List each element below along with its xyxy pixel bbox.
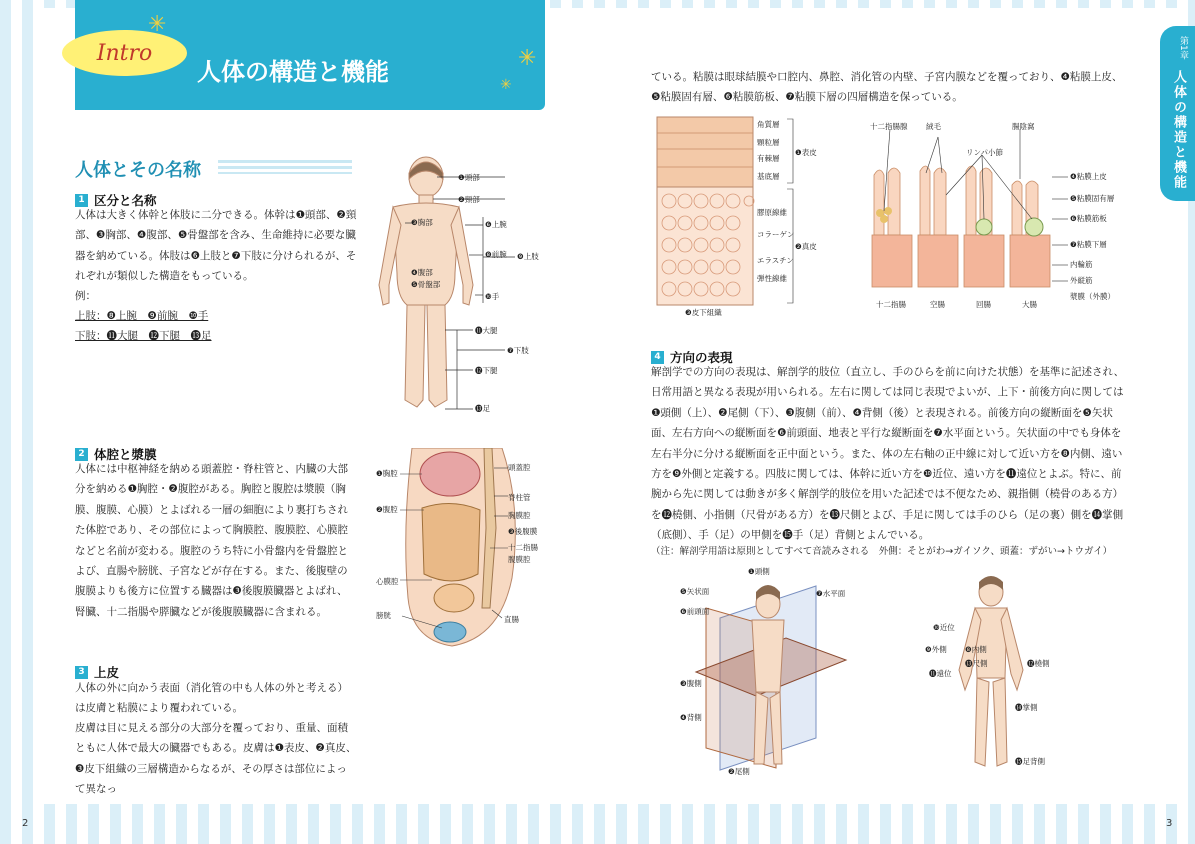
figure-label: ❿近位 <box>933 623 955 632</box>
page-number-left: 2 <box>22 818 29 829</box>
mucosa-figure <box>862 115 1137 320</box>
body-cavity-figure <box>372 448 544 648</box>
figure-label: 直腸 <box>504 615 519 624</box>
figure-label: リンパ小節 <box>966 148 1003 157</box>
figure-label: ❽前腕 <box>485 250 507 259</box>
figure-label: ❽内側 <box>965 645 987 654</box>
skin-layers-figure <box>655 115 830 320</box>
figure-label: エラスチン <box>757 256 794 265</box>
sparkle-icon: ✳ <box>518 46 537 71</box>
figure-label: ⓫大腿 <box>475 326 498 335</box>
sub4-note: （注：解剖学用語は原則としてすべて音読みされる 外側：そとがわ→ガイソク、頭蓋：ずがい→トウガイ） <box>651 546 1113 557</box>
figure-label: ❷頸部 <box>458 195 480 204</box>
chapter-tab[interactable] <box>1160 26 1195 201</box>
body-regions-figure <box>365 155 565 420</box>
sub1-paragraph: 人体は大きく体幹と体肢に二分できる。体幹は❶頭部、❷頸部、❸胸部、❹腹部、❺骨盤部を含み、生命維持に必要な臓器を納めている。体肢は❻上肢と❼下肢に分けられるが、それぞれが類似した構造をもっている。 <box>75 209 357 283</box>
figure-label: ❸胸部 <box>411 218 433 227</box>
sub1-example-label: 例： <box>75 290 96 302</box>
figure-label: ❸後腹膜 <box>508 527 538 536</box>
figure-label: ❶表皮 <box>795 148 817 157</box>
figure-label: ❷尾側 <box>728 767 750 776</box>
figure-label: ❻上腕 <box>485 220 507 229</box>
subheading-number: 3 <box>75 666 88 679</box>
figure-label: 腸陰窩 <box>1012 122 1035 131</box>
section-title: 人体とその名称 <box>75 160 201 181</box>
figure-label: 回腸 <box>976 300 991 309</box>
chapter-number: 第1章 <box>1178 36 1188 60</box>
subheading-text: 上皮 <box>94 665 120 680</box>
figure-label: ❹粘膜上皮 <box>1070 172 1107 181</box>
figure-label: ❼下肢 <box>507 346 529 355</box>
figure-label: ❿手 <box>485 292 500 301</box>
figure-label: ❷真皮 <box>795 242 817 251</box>
sub3-paragraph-2: 皮膚は目に見える部分の大部分を覆っており、重量、面積ともに人体で最大の臓器でもある。皮膚は❶表皮、❷真皮、❸皮下組織の三層構造からなるが、その厚さは部位によって異なっ <box>75 722 357 796</box>
anatomical-planes-figure <box>676 568 856 778</box>
figure-label: ❺骨盤部 <box>411 280 441 289</box>
figure-label: 内輪筋 <box>1070 260 1093 269</box>
figure-label: 空腸 <box>930 300 945 309</box>
figure-label: ⓬下腿 <box>475 366 498 375</box>
sub3-paragraph-3: ている。粘膜は眼球結膜や口腔内、鼻腔、消化管の内壁、子宮内膜などを覆っており、❹粘膜上皮、❺粘膜固有層、❻粘膜筋板、❼粘膜下層の四層構造を保っている。 <box>651 71 1123 104</box>
limb-directions-figure <box>925 570 1065 775</box>
figure-label: 胸膜腔 <box>508 511 531 520</box>
page-title: 人体の構造と機能 <box>197 58 389 86</box>
figure-label: 顆粒層 <box>757 138 780 147</box>
figure-label: 脊柱管 <box>508 493 531 502</box>
page-number-right: 3 <box>1166 818 1173 829</box>
figure-label: 十二指腸 <box>508 543 538 552</box>
subheading-number: 2 <box>75 448 88 461</box>
subheading-number: 4 <box>651 351 664 364</box>
sub2-paragraph: 人体には中枢神経を納める頭蓋腔・脊柱管と、内臓の大部分を納める❶胸腔・❷腹腔がある。胸腔と腹腔は漿膜（胸膜、腹膜、心膜）とよばれる一層の細胞により裏打ちされた体腔であり、その部位によって胸膜腔、腹膜腔、心膜腔などと名前が変わる。腹腔のうち特に小骨盤内を骨盤腔とよび、直腸や膀胱、子宮などが存在する。また、後腹壁の腹膜よりも後方に位置する臓器は❸後腹膜臓器とよばれ、腎臓、十二指腸や膵臓などが後腹膜臓器に含まれる。 <box>75 463 348 618</box>
section-rule <box>218 160 352 174</box>
figure-label: 大腸 <box>1022 300 1037 309</box>
figure-label: 角質層 <box>757 120 780 129</box>
subheading-number: 1 <box>75 194 88 207</box>
figure-label: ❷腹腔 <box>376 505 398 514</box>
figure-label: 膀胱 <box>376 611 391 620</box>
figure-label: ❻前頭面 <box>680 607 710 616</box>
figure-label: ❶頭側 <box>748 567 770 576</box>
figure-label: ⓫遠位 <box>929 669 952 678</box>
figure-label: 外縦筋 <box>1070 276 1093 285</box>
figure-label: ❾外側 <box>925 645 947 654</box>
figure-label: ❺粘膜固有層 <box>1070 194 1115 203</box>
figure-label: ❺矢状面 <box>680 587 710 596</box>
subheading-text: 区分と名称 <box>94 193 157 208</box>
sparkle-icon: ✳ <box>148 12 167 37</box>
subheading-text: 方向の表現 <box>670 350 733 365</box>
figure-label: 十二指腸腺 <box>870 122 908 131</box>
figure-label: ❹腹部 <box>411 268 433 277</box>
figure-label: ❹背側 <box>680 713 702 722</box>
sparkle-icon: ✳ <box>500 77 512 93</box>
figure-label: 膠原線維 <box>757 208 787 217</box>
figure-label: ❸皮下組織 <box>685 308 722 317</box>
figure-label: ⓮掌側 <box>1015 703 1038 712</box>
figure-label: ⓭足 <box>475 404 490 413</box>
figure-label: 漿膜（外膜） <box>1070 292 1115 301</box>
figure-label: ❼水平面 <box>816 589 846 598</box>
sub1-example-upper: 上肢：❽上腕 ❾前腕 ❿手 <box>75 310 209 322</box>
subheading-text: 体腔と漿膜 <box>94 447 157 462</box>
figure-label: ⓯足背側 <box>1015 757 1045 766</box>
figure-label: 弾性線維 <box>757 274 787 283</box>
figure-label: 絨毛 <box>926 122 941 131</box>
figure-label: ❾上肢 <box>517 252 539 261</box>
figure-label: ❻粘膜筋板 <box>1070 214 1107 223</box>
figure-label: ❶胸腔 <box>376 469 398 478</box>
figure-label: ❼粘膜下層 <box>1070 240 1107 249</box>
intro-badge: Intro <box>62 30 187 76</box>
sub4-paragraph: 解剖学での方向の表現は、解剖学的肢位（直立し、手のひらを前に向けた状態）を基準に記述され、日常用語と異なる表現が用いられる。左右に関しては同じ表現でよいが、上下・前後方向に関しては❶頭側（上）、❷尾側（下）、❸腹側（前）、❹背側（後）と表現される。前後方向の縦断面を❺矢状面、左右方向への縦断面を❻前頭面、地表と平行な縦断面を❼水平面という。矢状面の中でも身体を左右半分に分ける縦断面を正中面という。また、体の左右軸の正中線に対して近い方を❽内側、遠い方を❾外側と定義する。四肢に関しては、体幹に近い方を❿近位、遠い方を⓫遠位とよぶ。特に、前腕から先に関しては動きが多く解剖学的肢位を用いた記述では不便なため、親指側（橈骨のある方）を⓬橈側、小指側（尺骨がある方）を⓭尺側とよび、手足に関しては手のひら（足の裏）側を⓮掌側（底側）、手（足）の甲側を⓯手（足）背側とよんでいる。 <box>651 366 1125 542</box>
figure-label: 十二指腸 <box>876 300 906 309</box>
figure-label: ⓬橈側 <box>1027 659 1050 668</box>
sub1-example-lower: 下肢：⓫大腿 ⓬下腿 ⓭足 <box>75 330 212 342</box>
figure-label: 頭蓋腔 <box>508 463 531 472</box>
figure-label: ❶頭部 <box>458 173 480 182</box>
sub3-paragraph-1: 人体の外に向かう表面（消化管の中も人体の外と考える）は皮膚と粘膜により覆われている。 <box>75 682 348 715</box>
figure-label: 基底層 <box>757 172 780 181</box>
chapter-title: 人体の構造と機能 <box>1171 70 1186 190</box>
figure-label: ❸腹側 <box>680 679 702 688</box>
figure-label: ⓭尺側 <box>965 659 988 668</box>
figure-label: 腹膜腔 <box>508 555 531 564</box>
figure-label: 心膜腔 <box>376 577 399 586</box>
figure-label: コラーゲン <box>757 230 795 239</box>
figure-label: 有棘層 <box>757 154 780 163</box>
